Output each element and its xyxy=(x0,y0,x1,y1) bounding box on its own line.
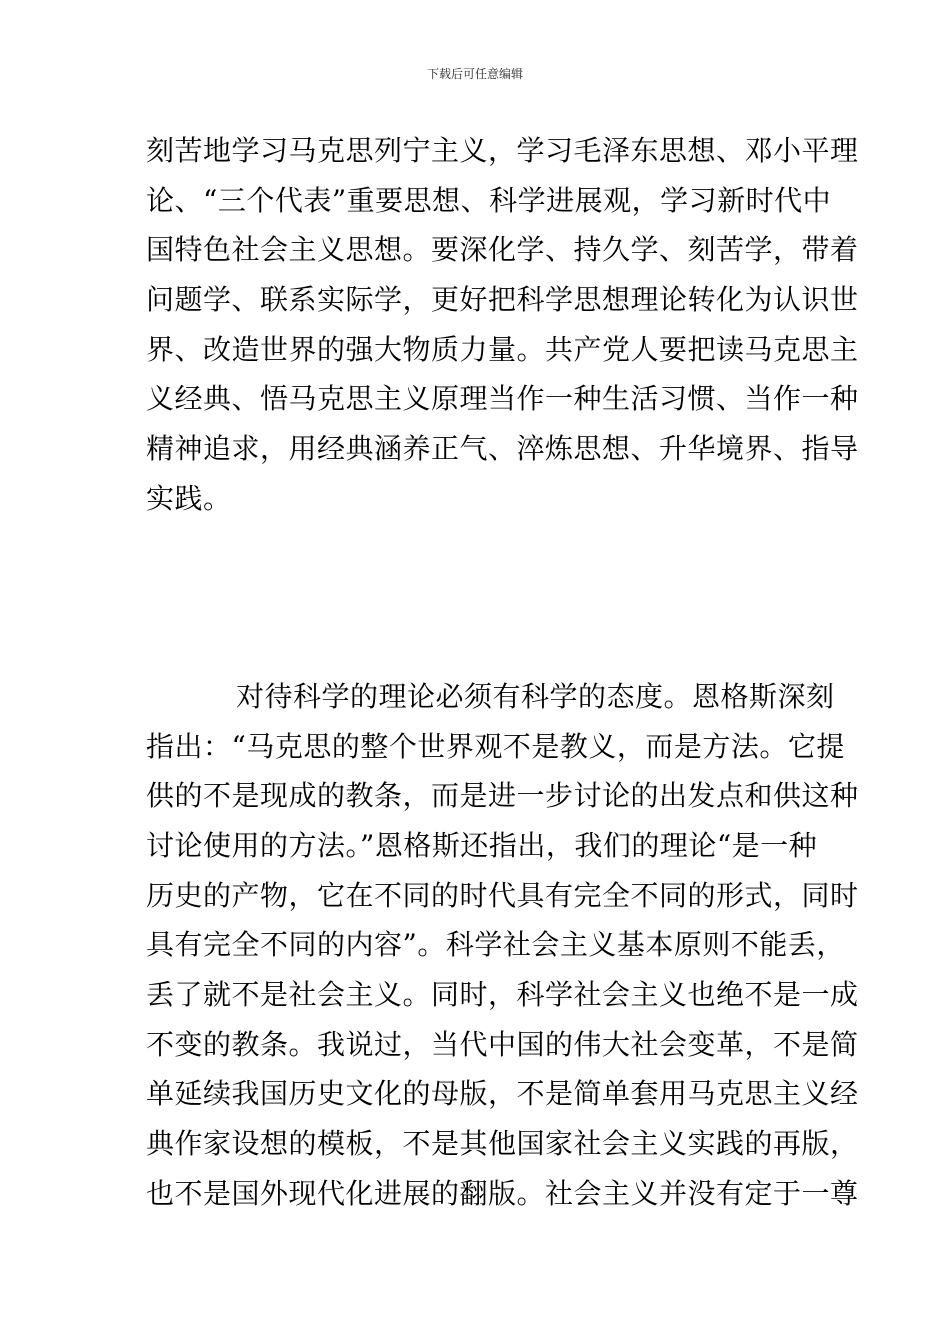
paragraph-1-line: 实践。 xyxy=(146,482,232,515)
paragraph-2-line: 不变的教条。我说过，当代中国的伟大社会变革，不是简 xyxy=(146,1028,859,1061)
paragraph-2-line: 供的不是现成的教条，而是进一步讨论的出发点和供这种 xyxy=(146,779,859,812)
paragraph-1-line: 界、改造世界的强大物质力量。共产党人要把读马克思主 xyxy=(146,333,859,366)
page-header-note: 下载后可任意编辑 xyxy=(426,67,523,81)
paragraph-2-line: 丢了就不是社会主义。同时，科学社会主义也绝不是一成 xyxy=(146,978,859,1011)
paragraph-1-line: 问题学、联系实际学，更好把科学思想理论转化为认识世 xyxy=(146,283,859,316)
paragraph-1-line: 刻苦地学习马克思列宁主义，学习毛泽东思想、邓小平理 xyxy=(146,134,859,167)
paragraph-2-line: 也不是国外现代化进展的翻版。社会主义并没有定于一尊 xyxy=(146,1177,859,1210)
paragraph-1-line: 论、“三个代表”重要思想、科学进展观，学习新时代中 xyxy=(146,184,832,217)
paragraph-1-line: 国特色社会主义思想。要深化学、持久学、刻苦学，带着 xyxy=(146,233,859,266)
paragraph-2-line: 对待科学的理论必须有科学的态度。恩格斯深刻 xyxy=(236,680,835,713)
paragraph-2-line: 典作家设想的模板，不是其他国家社会主义实践的再版， xyxy=(146,1127,859,1160)
paragraph-2-line: 单延续我国历史文化的母版，不是简单套用马克思主义经 xyxy=(146,1077,859,1110)
paragraph-1-line: 精神追求，用经典涵养正气、淬炼思想、升华境界、指导 xyxy=(146,432,859,465)
paragraph-2-line: 讨论使用的方法。”恩格斯还指出，我们的理论“是一种 xyxy=(146,829,818,862)
paragraph-2-line: 具有完全不同的内容”。科学社会主义基本原则不能丢， xyxy=(146,928,845,961)
paragraph-2-line: 指出：“马克思的整个世界观不是教义，而是方法。它提 xyxy=(146,730,845,763)
paragraph-2-line: 历史的产物，它在不同的时代具有完全不同的形式，同时 xyxy=(146,879,859,912)
paragraph-1-line: 义经典、悟马克思主义原理当作一种生活习惯、当作一种 xyxy=(146,382,859,415)
